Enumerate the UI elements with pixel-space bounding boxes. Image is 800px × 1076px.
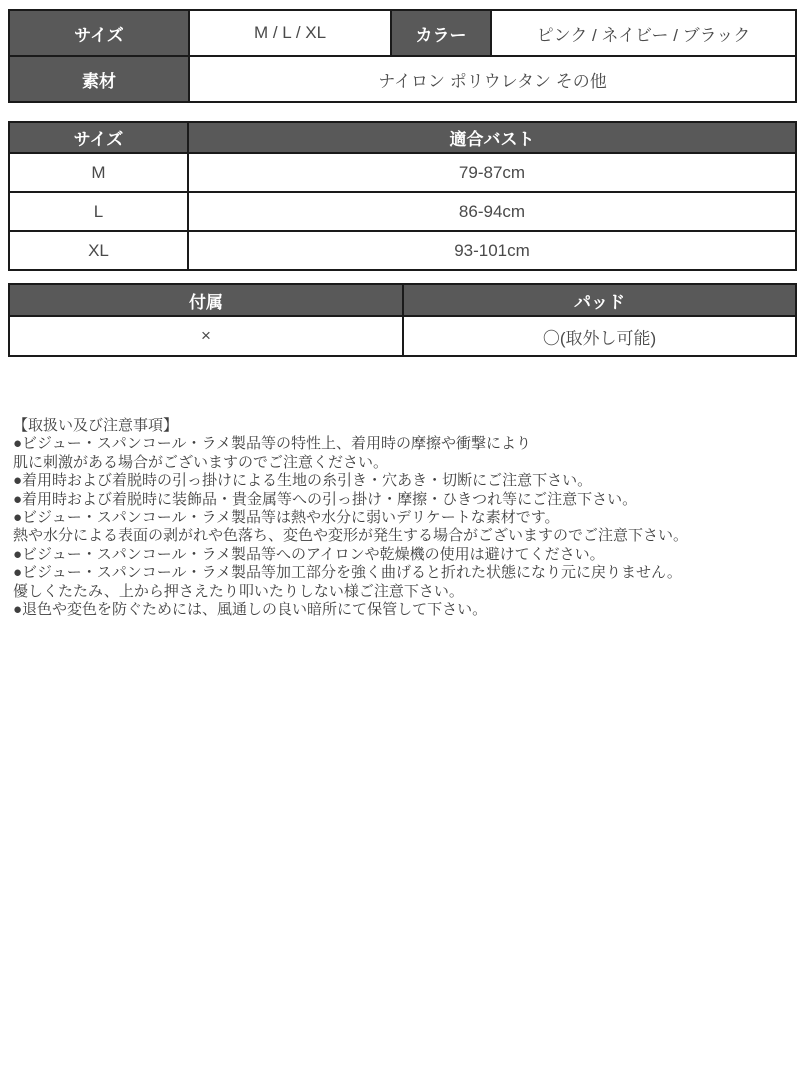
size-chart-size-xl: XL bbox=[9, 231, 188, 270]
spec-size-value: M / L / XL bbox=[189, 10, 391, 56]
pad-header-label: パッド bbox=[403, 284, 796, 316]
size-chart-bust-l: 86-94cm bbox=[188, 192, 796, 231]
care-note-line: 優しくたたみ、上から押さえたり叩いたりしない様ご注意下さい。 bbox=[13, 582, 464, 600]
care-note-line: ●着用時および着脱時に装飾品・貴金属等への引っ掛け・摩擦・ひきつれ等にご注意下さい。 bbox=[13, 490, 638, 508]
care-note-line: ●ビジュー・スパンコール・ラメ製品等へのアイロンや乾燥機の使用は避けてください。 bbox=[13, 545, 605, 563]
spec-color-label: カラー bbox=[391, 10, 491, 56]
size-chart-header-size: サイズ bbox=[9, 122, 188, 153]
spec-color-value: ピンク / ネイビー / ブラック bbox=[491, 10, 796, 56]
size-chart-row-l bbox=[9, 192, 796, 231]
care-note-line: ●ビジュー・スパンコール・ラメ製品等加工部分を強く曲げると折れた状態になり元に戻りません。 bbox=[13, 564, 682, 582]
size-chart-table bbox=[8, 121, 797, 271]
size-chart-size-l: L bbox=[9, 192, 188, 231]
accessory-header-label: 付属 bbox=[9, 284, 403, 316]
size-chart-bust-xl: 93-101cm bbox=[188, 231, 796, 270]
size-chart-row-m bbox=[9, 153, 796, 192]
accessory-value-row bbox=[9, 316, 796, 356]
accessory-pad-table bbox=[8, 283, 797, 357]
accessory-value: × bbox=[9, 316, 403, 356]
spec-material-label: 素材 bbox=[9, 56, 189, 102]
size-chart-bust-m: 79-87cm bbox=[188, 153, 796, 192]
care-note-line: 肌に刺激がある場合がございますのでご注意ください。 bbox=[13, 453, 389, 471]
spec-table bbox=[8, 9, 797, 103]
care-notes-section bbox=[0, 417, 800, 619]
care-note-line: ●退色や変色を防ぐためには、風通しの良い暗所にて保管して下さい。 bbox=[13, 601, 488, 619]
care-note-line: ●ビジュー・スパンコール・ラメ製品等の特性上、着用時の摩擦や衝撃により bbox=[13, 435, 532, 453]
spec-row-material bbox=[9, 56, 796, 102]
care-notes-title: 【取扱い及び注意事項】 bbox=[13, 417, 179, 434]
size-chart-header-row bbox=[9, 122, 796, 153]
spec-size-label: サイズ bbox=[9, 10, 189, 56]
accessory-header-row bbox=[9, 284, 796, 316]
size-chart-size-m: M bbox=[9, 153, 188, 192]
size-chart-header-bust: 適合バスト bbox=[188, 122, 796, 153]
spec-row-size-color bbox=[9, 10, 796, 56]
pad-value: 〇(取外し可能) bbox=[403, 316, 796, 356]
care-note-line: ●ビジュー・スパンコール・ラメ製品等は熱や水分に弱いデリケートな素材です。 bbox=[13, 509, 560, 527]
care-note-line: 熱や水分による表面の剥がれや色落ち、変色や変形が発生する場合がございますのでご注意下さい。 bbox=[13, 527, 689, 545]
care-note-line: ●着用時および着脱時の引っ掛けによる生地の糸引き・穴あき・切断にご注意下さい。 bbox=[13, 472, 593, 490]
spec-material-value: ナイロン ポリウレタン その他 bbox=[189, 56, 796, 102]
size-chart-row-xl bbox=[9, 231, 796, 270]
